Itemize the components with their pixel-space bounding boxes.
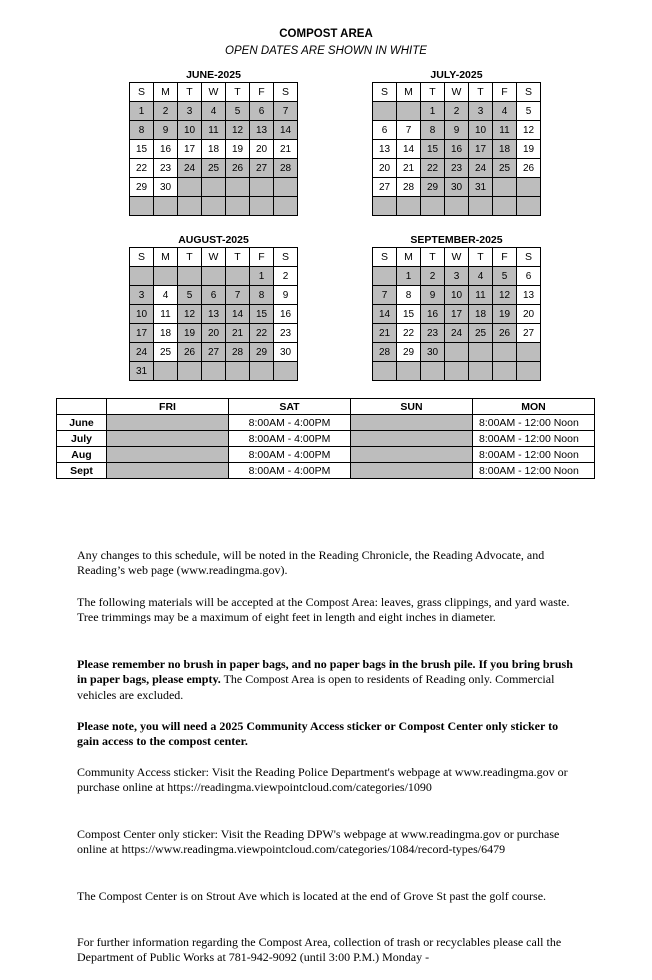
notice-p6: Compost Center only sticker: Visit the Reading DPW's webpage at www.readingma.gov or purchase online at https://www.readingma.viewpointcloud.com/categories/1084/record-types/6479 bbox=[77, 827, 560, 857]
day-cell: 15 bbox=[421, 140, 445, 159]
weekday-header: S bbox=[274, 248, 298, 267]
empty-day-cell bbox=[493, 343, 517, 362]
day-cell: 25 bbox=[202, 159, 226, 178]
weekday-header: F bbox=[250, 83, 274, 102]
day-cell: 13 bbox=[250, 121, 274, 140]
schedule-fri-cell bbox=[107, 431, 229, 447]
day-cell: 29 bbox=[397, 343, 421, 362]
day-cell: 22 bbox=[130, 159, 154, 178]
day-cell: 22 bbox=[397, 324, 421, 343]
empty-day-cell bbox=[130, 197, 154, 216]
schedule-header-fri: FRI bbox=[107, 399, 229, 415]
day-cell: 21 bbox=[274, 140, 298, 159]
calendar-title: JULY-2025 bbox=[430, 69, 483, 81]
day-cell: 22 bbox=[250, 324, 274, 343]
day-cell: 11 bbox=[493, 121, 517, 140]
schedule-header-sun: SUN bbox=[351, 399, 473, 415]
weekday-header: W bbox=[202, 248, 226, 267]
schedule-header-mon: MON bbox=[473, 399, 595, 415]
weekday-header: M bbox=[397, 83, 421, 102]
day-cell: 24 bbox=[178, 159, 202, 178]
day-cell: 27 bbox=[517, 324, 541, 343]
calendar-week bbox=[373, 362, 541, 381]
schedule-row bbox=[57, 463, 595, 479]
day-cell: 20 bbox=[250, 140, 274, 159]
day-cell: 7 bbox=[397, 121, 421, 140]
day-cell: 17 bbox=[130, 324, 154, 343]
day-cell: 20 bbox=[517, 305, 541, 324]
calendar-week bbox=[130, 197, 298, 216]
empty-day-cell bbox=[493, 197, 517, 216]
weekday-header: S bbox=[517, 248, 541, 267]
calendar-week bbox=[373, 102, 541, 121]
calendar-week bbox=[373, 159, 541, 178]
weekday-header: T bbox=[421, 83, 445, 102]
calendar-week bbox=[130, 102, 298, 121]
day-cell: 10 bbox=[445, 286, 469, 305]
empty-day-cell bbox=[445, 362, 469, 381]
notice-p3-rest: The Compost Area is open to residents of Reading only. Commercial vehicles are excluded. bbox=[77, 672, 555, 702]
day-cell: 4 bbox=[493, 102, 517, 121]
day-cell: 10 bbox=[469, 121, 493, 140]
schedule-mon-cell: 8:00AM - 12:00 Noon bbox=[473, 447, 595, 463]
day-cell: 6 bbox=[373, 121, 397, 140]
schedule-sat-cell: 8:00AM - 4:00PM bbox=[229, 463, 351, 479]
calendar-week bbox=[373, 343, 541, 362]
day-cell: 18 bbox=[154, 324, 178, 343]
empty-day-cell bbox=[226, 267, 250, 286]
empty-day-cell bbox=[202, 362, 226, 381]
weekday-header: T bbox=[421, 248, 445, 267]
calendar-july bbox=[372, 68, 541, 216]
calendar-week bbox=[373, 197, 541, 216]
day-cell: 24 bbox=[445, 324, 469, 343]
day-cell: 2 bbox=[445, 102, 469, 121]
calendar-week bbox=[130, 286, 298, 305]
day-cell: 30 bbox=[154, 178, 178, 197]
day-cell: 12 bbox=[493, 286, 517, 305]
day-cell: 1 bbox=[250, 267, 274, 286]
weekday-header: S bbox=[274, 83, 298, 102]
calendar-grid bbox=[129, 82, 298, 216]
weekday-header: W bbox=[202, 83, 226, 102]
day-cell: 24 bbox=[130, 343, 154, 362]
calendar-week bbox=[130, 267, 298, 286]
day-cell: 22 bbox=[421, 159, 445, 178]
weekday-header: T bbox=[469, 83, 493, 102]
schedule-row bbox=[57, 447, 595, 463]
empty-day-cell bbox=[373, 102, 397, 121]
day-cell: 9 bbox=[445, 121, 469, 140]
day-cell: 26 bbox=[493, 324, 517, 343]
day-cell: 9 bbox=[274, 286, 298, 305]
day-cell: 24 bbox=[469, 159, 493, 178]
weekday-header: S bbox=[373, 248, 397, 267]
empty-day-cell bbox=[130, 267, 154, 286]
notice-p1: Any changes to this schedule, will be noted in the Reading Chronicle, the Reading Advocate, and Reading’s web page (www.readingma.gov). bbox=[77, 548, 545, 578]
notice-p2: The following materials will be accepted at the Compost Area: leaves, grass clippings, and yard waste. Tree trimmings may be a maximum of eight feet in length and eight inches in diameter. bbox=[77, 595, 570, 625]
empty-day-cell bbox=[274, 178, 298, 197]
day-cell: 28 bbox=[226, 343, 250, 362]
day-cell: 12 bbox=[226, 121, 250, 140]
weekday-header: S bbox=[130, 83, 154, 102]
empty-day-cell bbox=[154, 267, 178, 286]
weekday-header: M bbox=[154, 248, 178, 267]
schedule-sun-cell bbox=[351, 447, 473, 463]
day-cell: 14 bbox=[226, 305, 250, 324]
calendar-week bbox=[373, 324, 541, 343]
day-cell: 3 bbox=[469, 102, 493, 121]
day-cell: 27 bbox=[202, 343, 226, 362]
empty-day-cell bbox=[421, 197, 445, 216]
day-cell: 6 bbox=[250, 102, 274, 121]
day-cell: 10 bbox=[130, 305, 154, 324]
day-cell: 23 bbox=[445, 159, 469, 178]
day-cell: 1 bbox=[130, 102, 154, 121]
day-cell: 10 bbox=[178, 121, 202, 140]
schedule-month: July bbox=[57, 431, 107, 447]
day-cell: 29 bbox=[250, 343, 274, 362]
day-cell: 14 bbox=[373, 305, 397, 324]
day-cell: 14 bbox=[397, 140, 421, 159]
schedule-fri-cell bbox=[107, 415, 229, 431]
day-cell: 17 bbox=[178, 140, 202, 159]
calendar-week bbox=[130, 362, 298, 381]
weekday-header: W bbox=[445, 248, 469, 267]
day-cell: 30 bbox=[274, 343, 298, 362]
weekday-header: S bbox=[130, 248, 154, 267]
empty-day-cell bbox=[178, 362, 202, 381]
weekday-header: F bbox=[250, 248, 274, 267]
calendar-title: SEPTEMBER-2025 bbox=[410, 234, 503, 246]
day-cell: 23 bbox=[421, 324, 445, 343]
empty-day-cell bbox=[226, 362, 250, 381]
day-cell: 31 bbox=[130, 362, 154, 381]
calendar-week bbox=[130, 121, 298, 140]
day-cell: 25 bbox=[154, 343, 178, 362]
calendar-title: JUNE-2025 bbox=[186, 69, 241, 81]
day-cell: 3 bbox=[445, 267, 469, 286]
schedule-sun-cell bbox=[351, 463, 473, 479]
day-cell: 29 bbox=[130, 178, 154, 197]
day-cell: 20 bbox=[202, 324, 226, 343]
empty-day-cell bbox=[373, 362, 397, 381]
day-cell: 8 bbox=[421, 121, 445, 140]
day-cell: 23 bbox=[274, 324, 298, 343]
schedule-sun-cell bbox=[351, 431, 473, 447]
calendar-week bbox=[130, 305, 298, 324]
schedule-row bbox=[57, 431, 595, 447]
day-cell: 21 bbox=[397, 159, 421, 178]
day-cell: 1 bbox=[421, 102, 445, 121]
empty-day-cell bbox=[226, 197, 250, 216]
day-cell: 16 bbox=[154, 140, 178, 159]
day-cell: 21 bbox=[373, 324, 397, 343]
calendar-june bbox=[129, 68, 298, 216]
schedule-sat-cell: 8:00AM - 4:00PM bbox=[229, 447, 351, 463]
schedule-header-row bbox=[57, 399, 595, 415]
calendar-week bbox=[130, 159, 298, 178]
day-cell: 15 bbox=[130, 140, 154, 159]
day-cell: 15 bbox=[250, 305, 274, 324]
weekday-header: T bbox=[226, 248, 250, 267]
schedule-table bbox=[56, 398, 595, 479]
weekday-header: S bbox=[517, 83, 541, 102]
day-cell: 14 bbox=[274, 121, 298, 140]
empty-day-cell bbox=[154, 362, 178, 381]
calendar-week bbox=[130, 324, 298, 343]
schedule-month: Aug bbox=[57, 447, 107, 463]
calendar-grid bbox=[372, 82, 541, 216]
calendar-august bbox=[129, 233, 298, 381]
notice-p7: The Compost Center is on Strout Ave which is located at the end of Grove St past the golf course. bbox=[77, 889, 547, 903]
schedule-sun-cell bbox=[351, 415, 473, 431]
day-cell: 9 bbox=[421, 286, 445, 305]
page-title: COMPOST AREA bbox=[279, 28, 373, 40]
empty-day-cell bbox=[493, 178, 517, 197]
weekday-header: F bbox=[493, 83, 517, 102]
day-cell: 3 bbox=[178, 102, 202, 121]
notice-p8: For further information regarding the Compost Area, collection of trash or recyclables please call the Department of Public Works at 781-942-9092 (until 3:00 P.M.) Monday - bbox=[77, 935, 562, 965]
calendar-week bbox=[373, 178, 541, 197]
schedule-header-sat: SAT bbox=[229, 399, 351, 415]
empty-day-cell bbox=[202, 178, 226, 197]
empty-day-cell bbox=[250, 178, 274, 197]
empty-day-cell bbox=[250, 197, 274, 216]
calendar-week bbox=[373, 305, 541, 324]
schedule-fri-cell bbox=[107, 447, 229, 463]
day-cell: 23 bbox=[154, 159, 178, 178]
day-cell: 1 bbox=[397, 267, 421, 286]
calendar-grid bbox=[372, 247, 541, 381]
weekday-header: M bbox=[154, 83, 178, 102]
notice-p3-bold: Please remember no brush in paper bags, and no paper bags in the brush pile. If you bring brush in paper bags, please empty. bbox=[77, 657, 573, 687]
notice-p4: Please note, you will need a 2025 Community Access sticker or Compost Center only sticker to gain access to the compost center. bbox=[77, 719, 559, 749]
day-cell: 30 bbox=[445, 178, 469, 197]
weekday-header: T bbox=[226, 83, 250, 102]
day-cell: 19 bbox=[178, 324, 202, 343]
day-cell: 5 bbox=[226, 102, 250, 121]
empty-day-cell bbox=[178, 197, 202, 216]
day-cell: 12 bbox=[178, 305, 202, 324]
schedule-fri-cell bbox=[107, 463, 229, 479]
day-cell: 27 bbox=[250, 159, 274, 178]
day-cell: 5 bbox=[178, 286, 202, 305]
day-cell: 2 bbox=[154, 102, 178, 121]
day-cell: 2 bbox=[421, 267, 445, 286]
empty-day-cell bbox=[274, 197, 298, 216]
day-cell: 9 bbox=[154, 121, 178, 140]
calendar-title: AUGUST-2025 bbox=[178, 234, 249, 246]
day-cell: 28 bbox=[373, 343, 397, 362]
weekday-header: F bbox=[493, 248, 517, 267]
day-cell: 27 bbox=[373, 178, 397, 197]
day-cell: 4 bbox=[469, 267, 493, 286]
day-cell: 26 bbox=[226, 159, 250, 178]
day-cell: 19 bbox=[226, 140, 250, 159]
weekday-header: T bbox=[178, 83, 202, 102]
schedule-sat-cell: 8:00AM - 4:00PM bbox=[229, 415, 351, 431]
day-cell: 20 bbox=[373, 159, 397, 178]
day-cell: 7 bbox=[226, 286, 250, 305]
empty-day-cell bbox=[154, 197, 178, 216]
day-cell: 7 bbox=[274, 102, 298, 121]
day-cell: 8 bbox=[130, 121, 154, 140]
day-cell: 8 bbox=[250, 286, 274, 305]
notice-p5: Community Access sticker: Visit the Reading Police Department's webpage at www.readingma.gov or purchase online at https://readingma.viewpointcloud.com/categories/1090 bbox=[77, 765, 568, 795]
day-cell: 4 bbox=[154, 286, 178, 305]
calendar-september bbox=[372, 233, 541, 381]
day-cell: 26 bbox=[517, 159, 541, 178]
day-cell: 16 bbox=[421, 305, 445, 324]
day-cell: 21 bbox=[226, 324, 250, 343]
schedule-mon-cell: 8:00AM - 12:00 Noon bbox=[473, 463, 595, 479]
day-cell: 2 bbox=[274, 267, 298, 286]
day-cell: 30 bbox=[421, 343, 445, 362]
empty-day-cell bbox=[421, 362, 445, 381]
empty-day-cell bbox=[397, 362, 421, 381]
day-cell: 25 bbox=[493, 159, 517, 178]
schedule-mon-cell: 8:00AM - 12:00 Noon bbox=[473, 431, 595, 447]
empty-day-cell bbox=[178, 267, 202, 286]
empty-day-cell bbox=[445, 343, 469, 362]
empty-day-cell bbox=[517, 343, 541, 362]
empty-day-cell bbox=[469, 343, 493, 362]
day-cell: 26 bbox=[178, 343, 202, 362]
day-cell: 7 bbox=[373, 286, 397, 305]
empty-day-cell bbox=[517, 197, 541, 216]
weekday-header: W bbox=[445, 83, 469, 102]
day-cell: 28 bbox=[397, 178, 421, 197]
day-cell: 11 bbox=[154, 305, 178, 324]
day-cell: 12 bbox=[517, 121, 541, 140]
empty-day-cell bbox=[493, 362, 517, 381]
day-cell: 11 bbox=[469, 286, 493, 305]
empty-day-cell bbox=[397, 102, 421, 121]
day-cell: 29 bbox=[421, 178, 445, 197]
empty-day-cell bbox=[397, 197, 421, 216]
empty-day-cell bbox=[202, 267, 226, 286]
empty-day-cell bbox=[517, 362, 541, 381]
empty-day-cell bbox=[226, 178, 250, 197]
day-cell: 17 bbox=[469, 140, 493, 159]
schedule-header-blank bbox=[57, 399, 107, 415]
calendar-week bbox=[373, 121, 541, 140]
day-cell: 19 bbox=[517, 140, 541, 159]
calendar-week bbox=[373, 267, 541, 286]
day-cell: 4 bbox=[202, 102, 226, 121]
calendar-grid bbox=[129, 247, 298, 381]
schedule-month: June bbox=[57, 415, 107, 431]
day-cell: 19 bbox=[493, 305, 517, 324]
day-cell: 28 bbox=[274, 159, 298, 178]
calendar-week bbox=[130, 178, 298, 197]
page-subtitle: OPEN DATES ARE SHOWN IN WHITE bbox=[225, 45, 427, 57]
calendar-week bbox=[130, 140, 298, 159]
schedule-row bbox=[57, 415, 595, 431]
day-cell: 13 bbox=[373, 140, 397, 159]
weekday-header: T bbox=[178, 248, 202, 267]
day-cell: 13 bbox=[202, 305, 226, 324]
schedule-mon-cell: 8:00AM - 12:00 Noon bbox=[473, 415, 595, 431]
day-cell: 31 bbox=[469, 178, 493, 197]
day-cell: 8 bbox=[397, 286, 421, 305]
schedule-sat-cell: 8:00AM - 4:00PM bbox=[229, 431, 351, 447]
weekday-header: T bbox=[469, 248, 493, 267]
day-cell: 6 bbox=[517, 267, 541, 286]
calendar-week bbox=[130, 343, 298, 362]
empty-day-cell bbox=[250, 362, 274, 381]
day-cell: 13 bbox=[517, 286, 541, 305]
empty-day-cell bbox=[178, 178, 202, 197]
empty-day-cell bbox=[469, 197, 493, 216]
day-cell: 25 bbox=[469, 324, 493, 343]
notice-p3 bbox=[77, 657, 577, 703]
day-cell: 11 bbox=[202, 121, 226, 140]
day-cell: 17 bbox=[445, 305, 469, 324]
schedule-month: Sept bbox=[57, 463, 107, 479]
weekday-header: M bbox=[397, 248, 421, 267]
day-cell: 3 bbox=[130, 286, 154, 305]
empty-day-cell bbox=[445, 197, 469, 216]
calendar-week bbox=[373, 286, 541, 305]
calendar-week bbox=[373, 140, 541, 159]
day-cell: 16 bbox=[274, 305, 298, 324]
empty-day-cell bbox=[274, 362, 298, 381]
empty-day-cell bbox=[373, 197, 397, 216]
empty-day-cell bbox=[517, 178, 541, 197]
weekday-header: S bbox=[373, 83, 397, 102]
empty-day-cell bbox=[373, 267, 397, 286]
day-cell: 18 bbox=[469, 305, 493, 324]
day-cell: 18 bbox=[493, 140, 517, 159]
day-cell: 5 bbox=[493, 267, 517, 286]
day-cell: 18 bbox=[202, 140, 226, 159]
day-cell: 5 bbox=[517, 102, 541, 121]
day-cell: 16 bbox=[445, 140, 469, 159]
day-cell: 6 bbox=[202, 286, 226, 305]
empty-day-cell bbox=[469, 362, 493, 381]
empty-day-cell bbox=[202, 197, 226, 216]
day-cell: 15 bbox=[397, 305, 421, 324]
